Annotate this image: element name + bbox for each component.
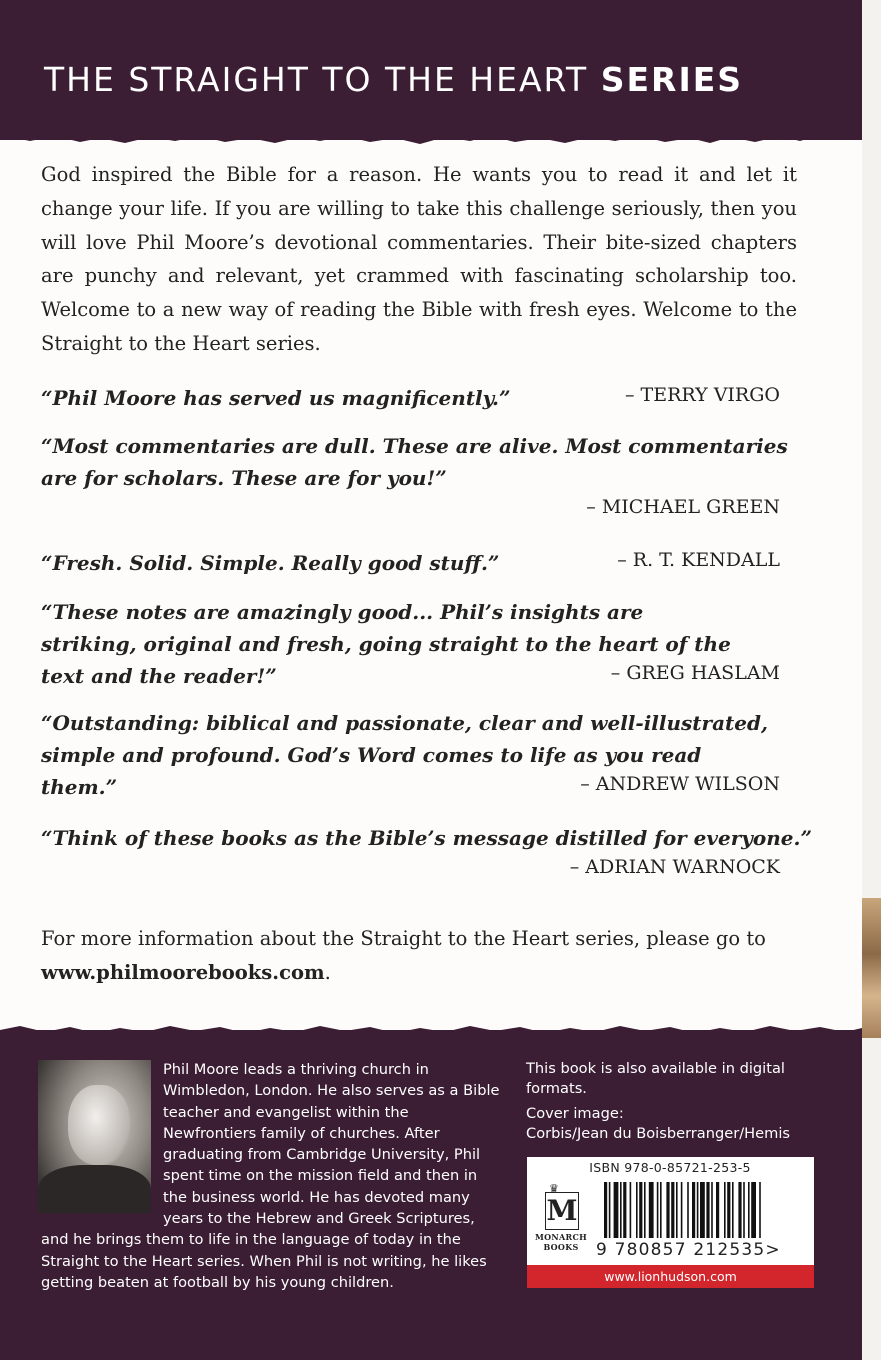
quote-author: – ANDREW WILSON	[580, 773, 780, 795]
intro-paragraph: God inspired the Bible for a reason. He wants you to read it and let it change your life. If you are willing to take this challenge seriously, then you will love Phil Moore’s devotional commentaries. Their bite-sized chapters are punchy and relevant, yet crammed with fascinating scholarship too. Welcome to a new way of reading the Bible with fresh eyes. Welcome to the Straight to the Heart series.	[41, 163, 797, 355]
more-info-text: For more information about the Straight to the Heart series, please go to	[41, 927, 766, 950]
barcode-bar	[706, 1182, 709, 1238]
barcode-bar	[671, 1182, 674, 1238]
series-title-bold: SERIES	[600, 60, 744, 99]
barcode-bar	[732, 1182, 734, 1238]
torn-edge-top	[0, 126, 862, 154]
publisher-website[interactable]: www.lionhudson.com	[527, 1265, 814, 1288]
quote-block	[41, 430, 801, 518]
monarch-logo	[533, 1182, 589, 1254]
torn-edge-bottom	[0, 1014, 862, 1042]
cover-credit-label: Cover image:	[526, 1105, 624, 1122]
spine-edge	[862, 0, 881, 1360]
quote-author: – TERRY VIRGO	[625, 384, 780, 406]
logo-letter: M	[545, 1192, 579, 1230]
quote-block	[41, 822, 812, 878]
barcode-bar	[727, 1182, 730, 1238]
barcode-bar	[620, 1182, 622, 1238]
barcode-bar	[724, 1182, 726, 1238]
quote-block	[41, 596, 801, 692]
logo-text: MONARCH BOOKS	[534, 1232, 588, 1252]
barcode-bar	[700, 1182, 705, 1238]
quote-block	[41, 707, 801, 803]
barcode-bar	[759, 1182, 761, 1238]
barcode-bar	[623, 1182, 626, 1238]
barcode-bar	[660, 1182, 662, 1238]
quote-text: “Phil Moore has served us magnificently.”	[41, 386, 511, 410]
quote-author: – R. T. KENDALL	[617, 549, 780, 571]
quote-author: – MICHAEL GREEN	[586, 496, 780, 518]
barcode-bar	[748, 1182, 750, 1238]
barcode-bar	[738, 1182, 741, 1238]
barcode-bar	[609, 1182, 611, 1238]
barcode-bar	[666, 1182, 669, 1238]
crown-icon: ♛	[549, 1182, 559, 1195]
quote-text: “Outstanding: biblical and passionate, clear and well-illustrated, simple and profound. God’s Word comes to life as you read them.”	[41, 711, 768, 799]
quote-author: – GREG HASLAM	[610, 662, 780, 684]
quote-block	[41, 547, 801, 579]
quote-block	[41, 382, 801, 414]
barcode-bar	[644, 1182, 646, 1238]
barcode-digits	[596, 1240, 816, 1260]
author-bio	[41, 1059, 501, 1293]
cover-credit-value: Corbis/Jean du Boisberranger/Hemis	[526, 1125, 790, 1142]
barcode-bar	[604, 1182, 607, 1238]
photo-gap	[41, 1059, 163, 1229]
spine-image-strip	[862, 898, 881, 1038]
isbn-label: ISBN 978-0-85721-253-5	[589, 1160, 751, 1175]
barcode-bar	[716, 1182, 719, 1238]
cover-credit	[526, 1104, 826, 1144]
barcode-bar	[657, 1182, 659, 1238]
quote-text: “Think of these books as the Bible’s message distilled for everyone.”	[41, 826, 812, 850]
barcode-bar	[697, 1182, 699, 1238]
barcode-bar	[751, 1182, 756, 1238]
barcode-icon	[604, 1182, 809, 1240]
quote-author: – ADRIAN WARNOCK	[569, 856, 780, 878]
barcode-bar	[681, 1182, 683, 1238]
barcode-bar	[711, 1182, 713, 1238]
barcode-bar	[649, 1182, 654, 1238]
quote-text: “Fresh. Solid. Simple. Really good stuff.”	[41, 551, 500, 575]
header-band	[0, 0, 862, 140]
quote-text: “These notes are amazingly good... Phil’s insights are striking, original and fresh, going straight to the heart of the text and the reader!”	[41, 600, 731, 688]
barcode-bar	[692, 1182, 695, 1238]
barcode-bar	[630, 1182, 632, 1238]
quote-text: “Most commentaries are dull. These are alive. Most commentaries are for scholars. These are for you!”	[41, 434, 788, 490]
author-bio-text: Phil Moore leads a thriving church in Wimbledon, London. He also serves as a Bible teacher and evangelist within the Newfrontiers family of churches. After graduating from Cambridge University, Phil spent time on the mission field and then in the business world. He has devoted many years to the Hebrew and Greek Scriptures, and he brings them to life in the language of today in the Straight to the Heart series. When Phil is not writing, he likes getting beaten at football by his young children.	[41, 1061, 500, 1291]
barcode-bar	[743, 1182, 745, 1238]
digital-note: This book is also available in digital formats.	[526, 1060, 785, 1097]
barcode-bar	[676, 1182, 678, 1238]
barcode-bar	[636, 1182, 638, 1238]
series-title	[44, 60, 743, 99]
barcode-number: 9 780857 212535	[596, 1240, 766, 1260]
series-title-regular: THE STRAIGHT TO THE HEART	[44, 60, 589, 99]
more-info-tail: .	[324, 960, 331, 984]
more-info	[41, 922, 811, 990]
barcode-bar	[687, 1182, 689, 1238]
barcode-bar	[614, 1182, 619, 1238]
barcode-arrow: >	[765, 1240, 781, 1260]
barcode-bar	[639, 1182, 642, 1238]
website-link[interactable]: www.philmoorebooks.com	[41, 960, 325, 984]
